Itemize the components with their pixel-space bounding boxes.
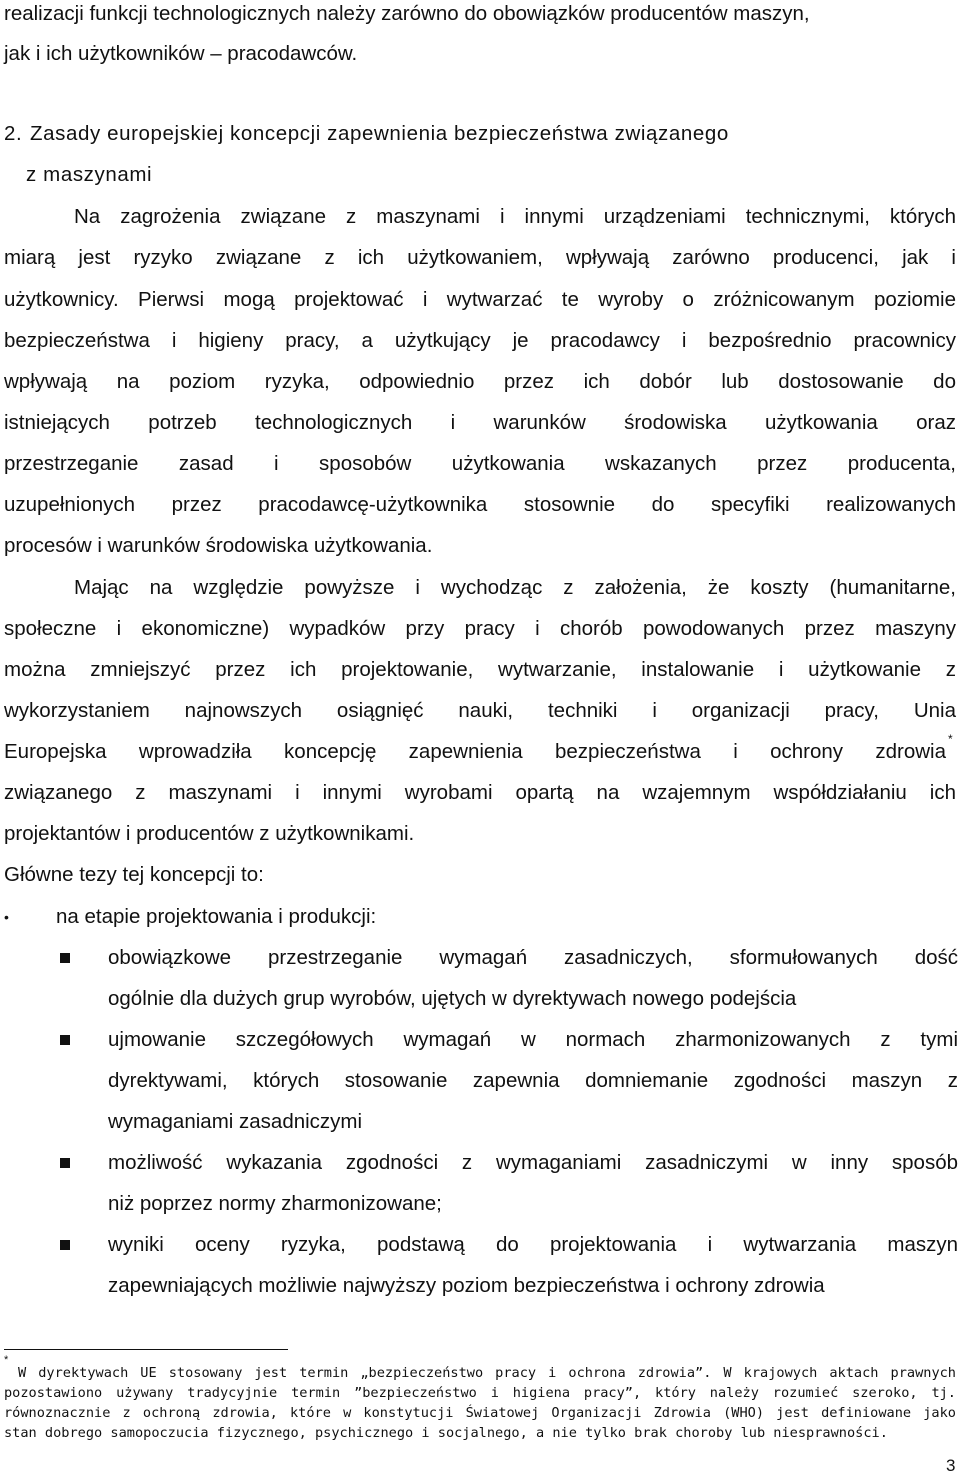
- section-title-continued: z maszynami: [26, 163, 153, 186]
- paragraph-line: wpływają na poziom ryzyka, odpowiednio przez ich dobór lub dostosowanie do: [4, 370, 956, 393]
- footnote-line: W dyrektywach UE stosowany jest termin „bezpieczeństwo pracy i ochrona zdrowia”. W krajowych aktach prawnych: [18, 1365, 956, 1381]
- square-bullet-icon: [60, 1158, 70, 1168]
- paragraph-line: Europejska wprowadziła koncepcję zapewnienia bezpieczeństwa i ochrony zdrowia: [4, 740, 946, 763]
- page-number: 3: [946, 1456, 956, 1475]
- square-bullet-icon: [60, 953, 70, 963]
- paragraph-line: procesów i warunków środowiska użytkowania.: [4, 534, 433, 557]
- paragraph-line: związanego z maszynami i innymi wyrobami opartą na wzajemnym współdziałaniu ich: [4, 781, 956, 804]
- sub-item-line: obowiązkowe przestrzeganie wymagań zasadniczych, sformułowanych dość: [108, 946, 958, 969]
- theses-intro: Główne tezy tej koncepcji to:: [4, 863, 264, 886]
- paragraph-line: można zmniejszyć przez ich projektowanie, wytwarzanie, instalowanie i użytkowanie z: [4, 658, 956, 681]
- bullet-dot: •: [4, 909, 9, 925]
- sub-item-line: wymaganiami zasadniczymi: [108, 1110, 363, 1133]
- section-number: 2.: [4, 122, 23, 145]
- paragraph-line: miarą jest ryzyko związane z ich użytkowaniem, wpływają zarówno producenci, jak i: [4, 246, 956, 269]
- footnote-line: stan dobrego samopoczucia fizycznego, psychicznego i socjalnego, a nie tylko brak choroby lub niesprawności.: [4, 1425, 888, 1441]
- paragraph-line: użytkownicy. Pierwsi mogą projektować i wytwarzać te wyroby o zróżnicowanym poziomie: [4, 288, 956, 311]
- paragraph-line: bezpieczeństwa i higieny pracy, a użytkujący je pracodawcy i bezpośrednio pracownicy: [4, 329, 956, 352]
- paragraph-line: projektantów i producentów z użytkownikami.: [4, 822, 415, 845]
- sub-item-line: wyniki oceny ryzyka, podstawą do projektowania i wytwarzania maszyn: [108, 1233, 958, 1256]
- bullet-item: na etapie projektowania i produkcji:: [56, 905, 377, 928]
- sub-item-line: ogólnie dla dużych grup wyrobów, ujętych w dyrektywach nowego podejścia: [108, 987, 797, 1010]
- square-bullet-icon: [60, 1035, 70, 1045]
- text-line: jak i ich użytkowników – pracodawców.: [4, 42, 358, 65]
- paragraph-line: Mając na względzie powyższe i wychodząc z założenia, że koszty (humanitarne,: [74, 576, 956, 599]
- footnote-line: równoznacznie z ochroną zdrowia, które w konstytucji Światowej Organizacji Zdrowia (WHO) jest definiowane jako: [4, 1405, 956, 1421]
- paragraph-line: uzupełnionych przez pracodawcę-użytkownika stosownie do specyfiki realizowanych: [4, 493, 956, 516]
- paragraph-line: wykorzystaniem najnowszych osiągnięć nauki, techniki i organizacji pracy, Unia: [4, 699, 956, 722]
- paragraph-line: istniejących potrzeb technologicznych i warunków środowiska użytkowania oraz: [4, 411, 956, 434]
- text-line: realizacji funkcji technologicznych należy zarówno do obowiązków producentów maszyn,: [4, 2, 810, 25]
- sub-item-line: ujmowanie szczegółowych wymagań w normach zharmonizowanych z tymi: [108, 1028, 958, 1051]
- footnote-reference: *: [948, 732, 953, 746]
- sub-item-line: dyrektywami, których stosowanie zapewnia domniemanie zgodności maszyn z: [108, 1069, 958, 1092]
- square-bullet-icon: [60, 1240, 70, 1250]
- paragraph-line: przestrzeganie zasad i sposobów użytkowania wskazanych przez producenta,: [4, 452, 956, 475]
- sub-item-line: możliwość wykazania zgodności z wymaganiami zasadniczymi w inny sposób: [108, 1151, 958, 1174]
- paragraph-line: Na zagrożenia związane z maszynami i innymi urządzeniami technicznymi, których: [74, 205, 956, 228]
- footnote-line: pozostawiono używany tradycyjnie termin ”bezpieczeństwo i higiena pracy”, który należy rozumieć szeroko, tj.: [4, 1385, 956, 1401]
- sub-item-line: zapewniających możliwie najwyższy poziom bezpieczeństwa i ochrony zdrowia: [108, 1274, 825, 1297]
- section-title: Zasady europejskiej koncepcji zapewnienia bezpieczeństwa związanego: [30, 122, 729, 145]
- sub-item-line: niż poprzez normy zharmonizowane;: [108, 1192, 442, 1215]
- paragraph-line: społeczne i ekonomiczne) wypadków przy pracy i chorób powodowanych przez maszyny: [4, 617, 956, 640]
- footnote-marker: *: [4, 1354, 9, 1366]
- footnote-separator: [4, 1349, 288, 1350]
